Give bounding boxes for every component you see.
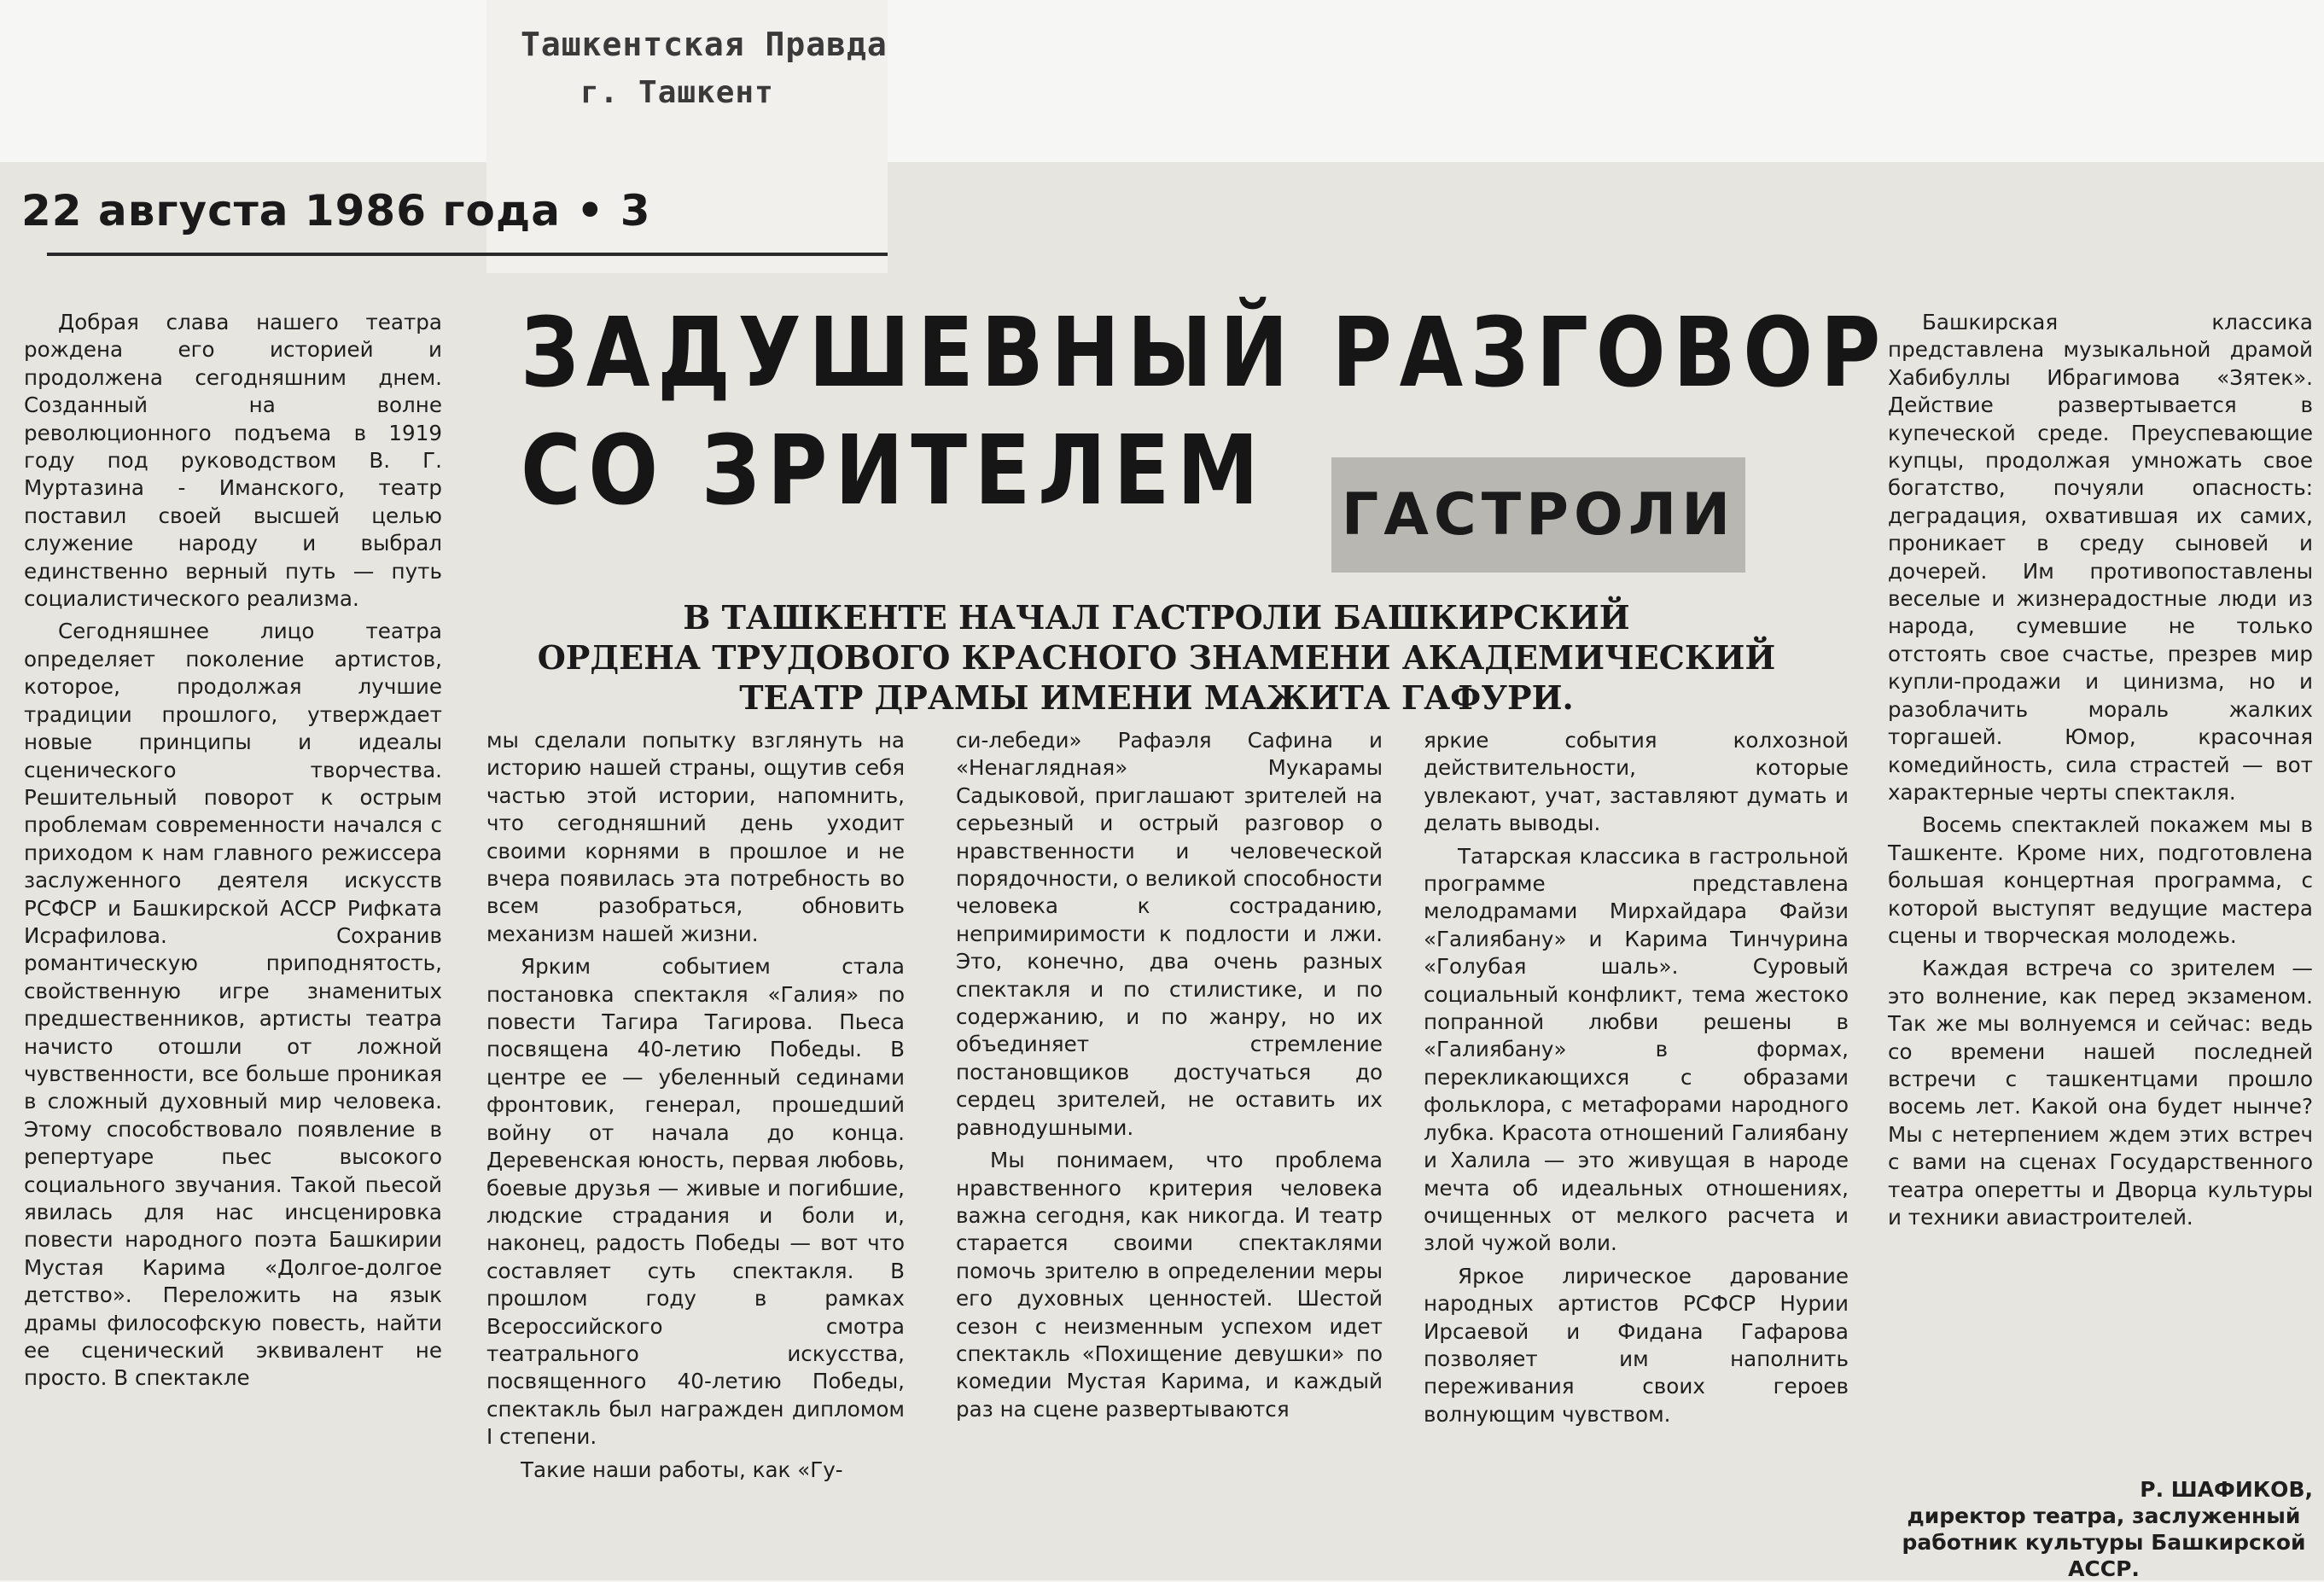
paragraph: Добрая слава нашего театра рождена его историей и продолжена сегодняшним днем. Созданный на волне революционного подъема в 1919 году под руководством В. Г. Муртазина - Иманского, театр поставил своей высшей целью служение народу и выбрал единственно верный путь — путь социалистического реализма.	[24, 310, 442, 612]
paragraph: Каждая встреча со зрителем — это волнение, как перед экзаменом. Так же мы волнуемся и сейчас: ведь со времени нашей последней встречи с ташкентцами прошло восемь лет. Какой она будет нынче? Мы с нетерпением ждем этих встреч с вами на сценах Государственного театра оперетты и Дворца культуры и техники авиастроителей.	[1888, 956, 2313, 1230]
paragraph: яркие события колхозной действительности, которые увлекают, учат, заставляют думать и делать выводы.	[1424, 728, 1849, 836]
author-signature	[1895, 1476, 2313, 1582]
paragraph: Яркое лирическое дарование народных артистов РСФСР Нурии Ирсаевой и Фидана Гафарова позволяет им наполнить переживания своих героев волнующим чувством.	[1424, 1263, 1849, 1427]
article-column-2	[486, 727, 905, 1484]
paragraph: Ярким событием стала постановка спектакля «Галия» по повести Тагира Тагирова. Пьеса посвящена 40-летию Победы. В центре ее — убеленный сединами фронтовик, генерал, прошедший войну от начала до конца. Деревенская юность, первая любовь, боевые друзья — живые и погибшие, людские страдания и боли и, наконец, радость Победы — вот что составляет суть спектакля. В прошлом году в рамках Всероссийского смотра театрального искусства, посвященного 40-летию Победы, спектакль был награжден дипломом I степени.	[486, 954, 905, 1450]
dateline: 22 августа 1986 года • 3	[21, 186, 651, 236]
dateline-rule	[47, 253, 888, 256]
lead-line-3: ТЕАТР ДРАМЫ ИМЕНИ МАЖИТА ГАФУРИ.	[739, 678, 1574, 717]
author-name: Р. ШАФИКОВ,	[2140, 1477, 2313, 1502]
article-column-1	[24, 309, 442, 1393]
paragraph: Мы понимаем, что проблема нравственного критерия человека важна сегодня, как никогда. И театр старается своими спектаклями помочь зрителю в определении меры его духовных ценностей. Шестой сезон с неизменным успехом идет спектакль «Похищение девушки» по комедии Мустая Карима, и каждый раз на сцене развертываются	[956, 1148, 1383, 1422]
paragraph: мы сделали попытку взглянуть на историю нашей страны, ощутив себя частью этой истории, напомнить, что сегодняшний день уходит своими корнями в прошлое и не вчера появилась эта потребность во всем разобраться, обновить механизм нашей жизни.	[486, 728, 905, 946]
rubric-label	[1331, 457, 1745, 573]
article-column-4	[1424, 727, 1849, 1428]
article-column-5	[1888, 309, 2313, 1231]
author-role: директор театра, заслуженный работник культуры Башкирской АССР.	[1902, 1503, 2306, 1581]
clipping-margin-top	[0, 0, 486, 162]
paragraph: Восемь спектаклей покажем мы в Ташкенте. Кроме них, подготовлена большая концертная программа, с которой выступят ведущие мастера сцены и творческая молодежь.	[1888, 812, 2313, 948]
paragraph: Башкирская классика представлена музыкальной драмой Хабибуллы Ибрагимова «Зятек». Действие развертывается в купеческой среде. Преуспевающие купцы, продолжая умножать свое богатство, почуяли опасность: деградация, охватившая их самих, проникает в среду сыновей и дочерей. Им противопоставлены веселые и жизнерадостные люди из народа, сумевшие не только отстоять свое счастье, презрев мир купли-продажи и цинизма, но и разоблачить мораль жалких торгашей. Юмор, красочная комедийность, сила страстей — вот характерные черты спектакля.	[1888, 310, 2313, 805]
article-column-3	[956, 727, 1383, 1423]
headline-line-1: ЗАДУШЕВНЫЙ РАЗГОВОР	[521, 298, 1888, 409]
lead-line-2: ОРДЕНА ТРУДОВОГО КРАСНОГО ЗНАМЕНИ АКАДЕМИЧЕСКИЙ	[537, 638, 1776, 677]
paragraph: Такие наши работы, как «Гу-	[521, 1457, 843, 1482]
paragraph: си-лебеди» Рафаэля Сафина и «Ненаглядная» Мукарамы Садыковой, приглашают зрителей на серьезный и острый разговор о нравственности и человеческой порядочности, о великой способности человека к состраданию, непримиримости к подлости и лжи. Это, конечно, два очень разных спектакля и по стилистике, и по содержанию, и по жанру, но их объединяет стремление постановщиков достучаться до сердец зрителей, не оставить их равнодушными.	[956, 728, 1383, 1140]
publication-stamp: Ташкентская Правда	[521, 26, 888, 63]
headline-line-2: СО ЗРИТЕЛЕМ	[521, 416, 1267, 526]
paragraph: Сегодняшнее лицо театра определяет поколение артистов, которое, продолжая лучшие традиции прошлого, утверждает новые принципы и идеалы сценического творчества. Решительный поворот к острым проблемам современности начался с приходом к нам главного режиссера заслуженного деятеля искусств РСФСР и Башкирской АССР Рифката Исрафилова. Сохранив романтическую приподнятость, свойственную игре знаменитых предшественников, артисты театра начисто отошли от ложной чувственности, все больше проникая в сложный духовный мир человека. Этому способствовало появление в репертуаре пьес высокого социального звучания. Такой пьесой явилась для нас инсценировка повести народного поэта Башкирии Мустая Карима «Долгое-долгое детство». Переложить на язык драмы философскую повесть, найти ее сценический эквивалент не просто. В спектакле	[24, 619, 442, 1391]
city-stamp: г. Ташкент	[580, 75, 774, 110]
lead-paragraph	[529, 597, 1784, 718]
lead-line-1: В ТАШКЕНТЕ НАЧАЛ ГАСТРОЛИ БАШКИРСКИЙ	[683, 598, 1630, 637]
paragraph: Татарская классика в гастрольной программе представлена мелодрамами Мирхайдара Файзи «Галиябану» и Карима Тинчурина «Голубая шаль». Суровый социальный конфликт, тема жестоко попранной любви решены в «Галиябану» в формах, перекликающихся с образами фольклора, с метафорами народного лубка. Красота отношений Галиябану и Халила — это живущая в народе мечта об идеальных отношениях, очищенных от мелкого расчета и злой чужой воли.	[1424, 843, 1849, 1256]
rubric-text: ГАСТРОЛИ	[1341, 481, 1736, 549]
